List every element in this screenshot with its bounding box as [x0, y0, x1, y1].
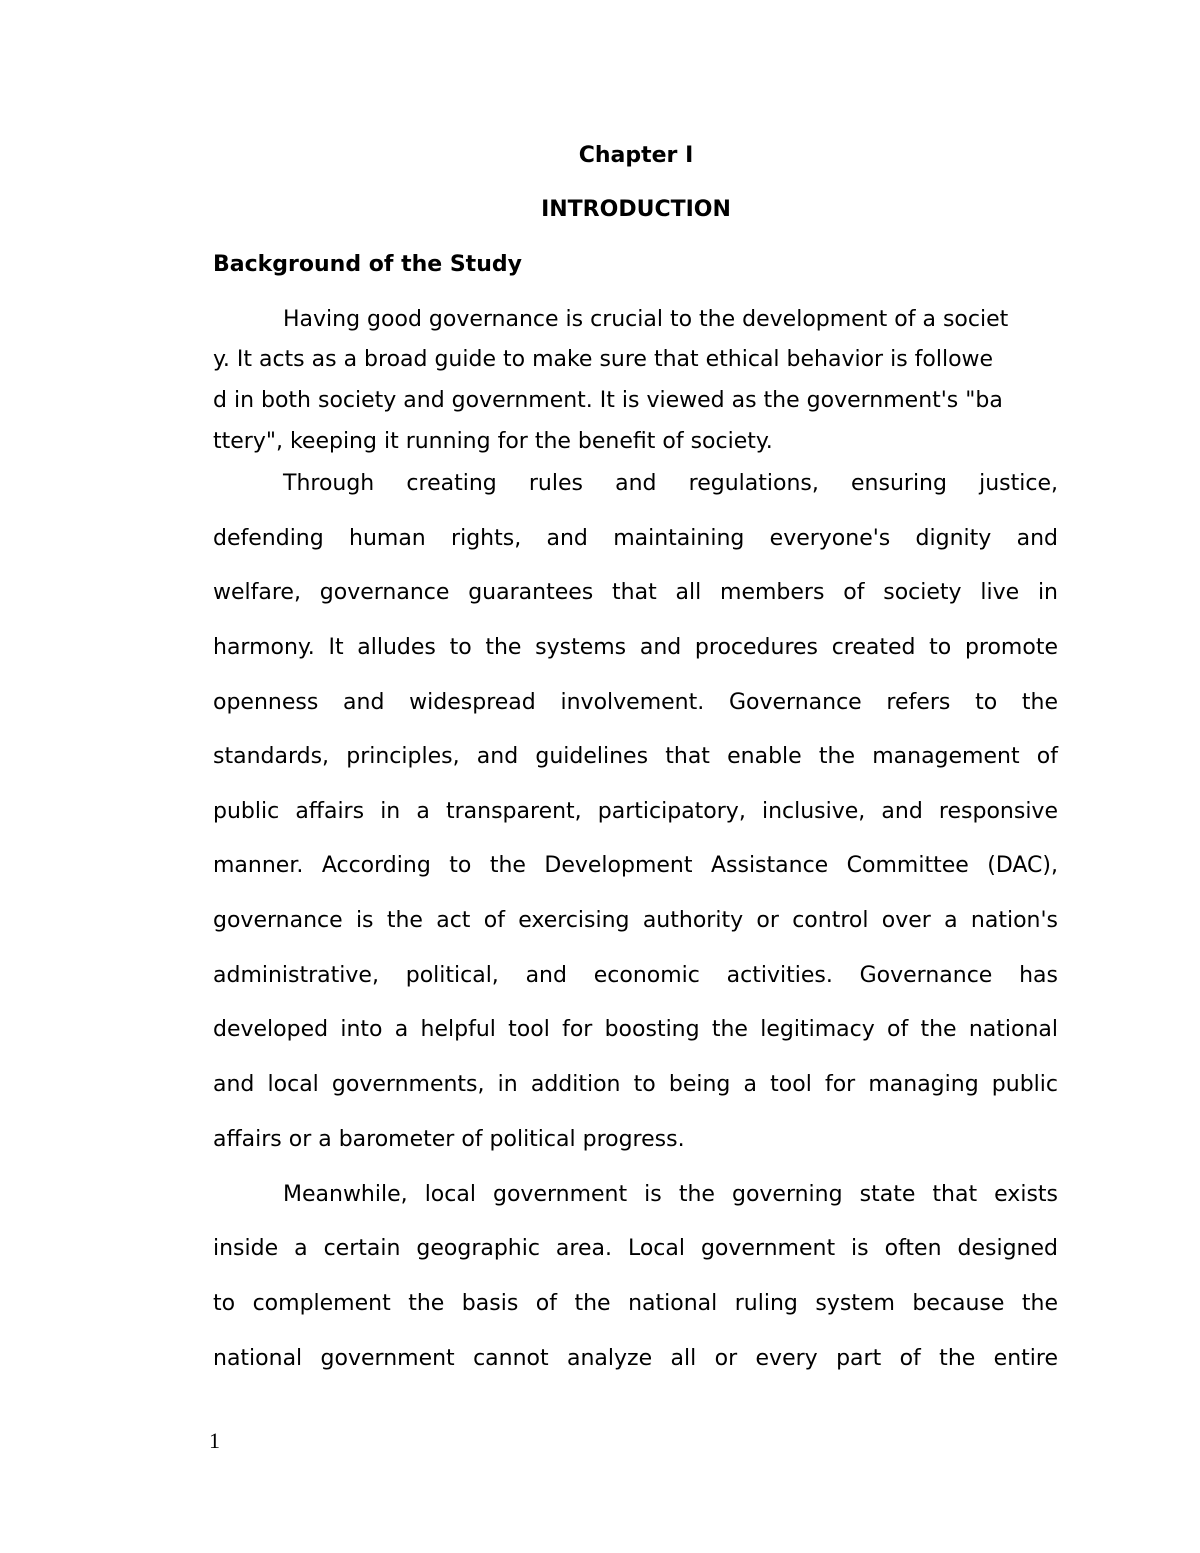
text-line: national government cannot analyze all or every part of the entire: [213, 1346, 1058, 1371]
text-line: defending human rights, and maintaining everyone's dignity and: [213, 526, 1058, 551]
text-line: developed into a helpful tool for boosting the legitimacy of the national: [213, 1017, 1058, 1042]
text-line: governance is the act of exercising authority or control over a nation's: [213, 908, 1058, 933]
text-line: affairs or a barometer of political progress.: [213, 1127, 685, 1152]
chapter-label: Chapter I: [578, 143, 694, 168]
text-line: welfare, governance guarantees that all members of society live in: [213, 580, 1058, 605]
text-line: ttery", keeping it running for the benefit of society.: [213, 429, 773, 454]
section-heading: Background of the Study: [213, 252, 522, 277]
page-title: INTRODUCTION: [541, 197, 731, 222]
text-line: to complement the basis of the national ruling system because the: [213, 1291, 1058, 1316]
text-line: harmony. It alludes to the systems and procedures created to promote: [213, 635, 1058, 660]
text-line: Meanwhile, local government is the governing state that exists: [283, 1182, 1058, 1207]
text-line: openness and widespread involvement. Governance refers to the: [213, 690, 1058, 715]
text-line: Through creating rules and regulations, ensuring justice,: [283, 471, 1058, 496]
text-line: y. It acts as a broad guide to make sure that ethical behavior is followe: [213, 347, 994, 372]
text-line: and local governments, in addition to being a tool for managing public: [213, 1072, 1058, 1097]
text-line: standards, principles, and guidelines that enable the management of: [213, 744, 1058, 769]
text-line: d in both society and government. It is viewed as the government's "ba: [213, 388, 1003, 413]
text-line: Having good governance is crucial to the development of a societ: [283, 307, 1009, 332]
text-line: public affairs in a transparent, participatory, inclusive, and responsive: [213, 799, 1058, 824]
text-line: manner. According to the Development Assistance Committee (DAC),: [213, 853, 1058, 878]
text-line: inside a certain geographic area. Local government is often designed: [213, 1236, 1058, 1261]
page-number: 1: [209, 1428, 220, 1453]
text-line: administrative, political, and economic activities. Governance has: [213, 963, 1058, 988]
